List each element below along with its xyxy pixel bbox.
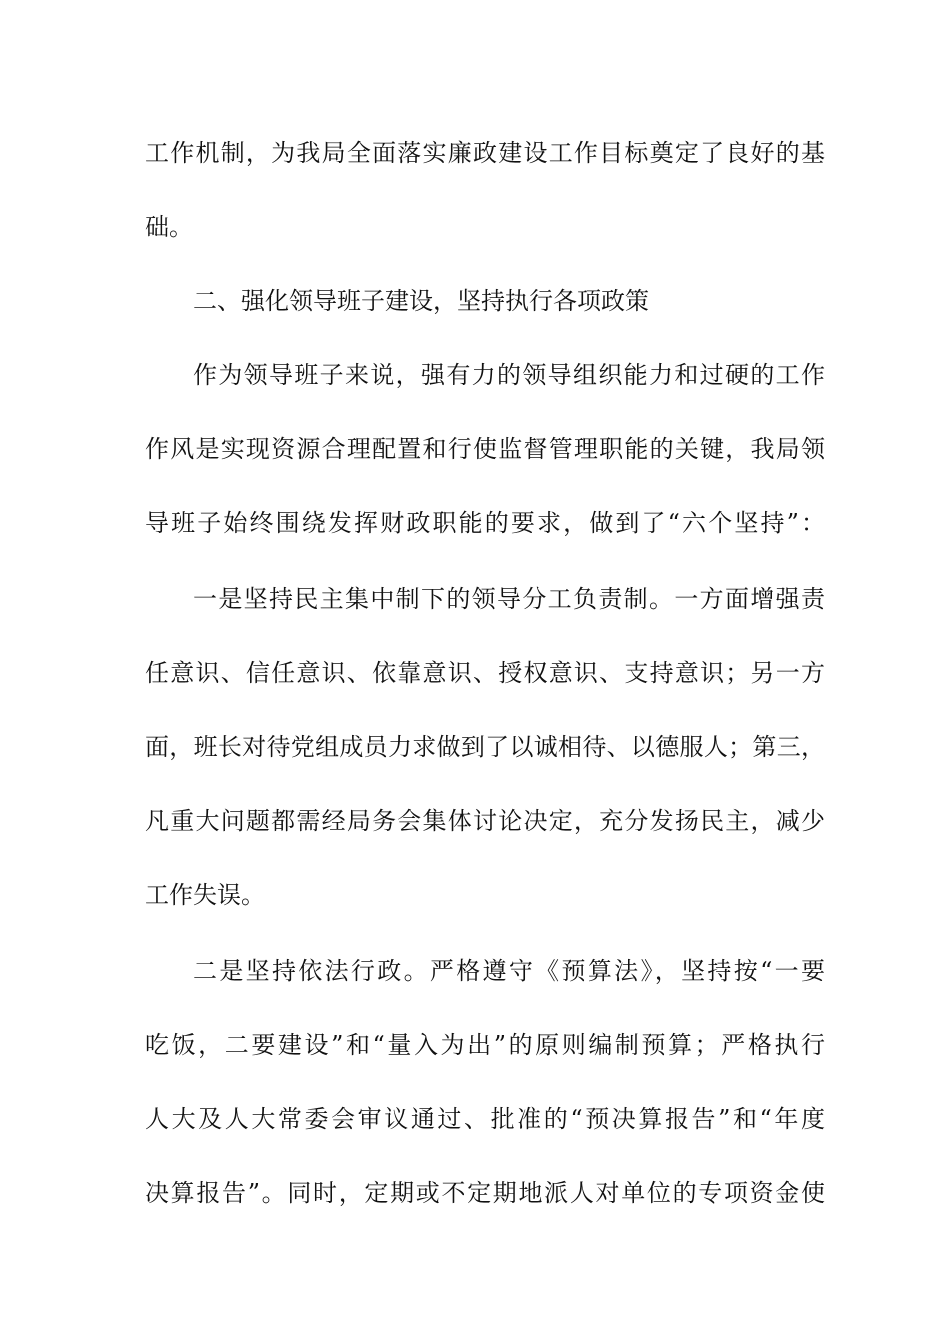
text-line-5: 作风是实现资源合理配置和行使监督管理职能的关键，我局领: [145, 435, 825, 463]
text-line-14: 人大及人大常委会审议通过、批准的“预决算报告”和“年度: [145, 1105, 825, 1133]
text-line-11: 工作失误。: [145, 881, 265, 909]
text-line-1: 工作机制，为我局全面落实廉政建设工作目标奠定了良好的基: [145, 139, 825, 167]
text-line-7: 一是坚持民主集中制下的领导分工负责制。一方面增强责: [193, 585, 825, 613]
text-line-6: 导班子始终围绕发挥财政职能的要求，做到了“六个坚持”：: [145, 509, 825, 537]
text-line-4: 作为领导班子来说，强有力的领导组织能力和过硬的工作: [193, 361, 825, 389]
text-line-15: 决算报告”。同时，定期或不定期地派人对单位的专项资金使: [145, 1179, 825, 1207]
section-heading: 二、强化领导班子建设，坚持执行各项政策: [193, 287, 649, 315]
text-line-13: 吃饭，二要建设”和“量入为出”的原则编制预算；严格执行: [145, 1031, 825, 1059]
text-line-12: 二是坚持依法行政。严格遵守《预算法》，坚持按“一要: [193, 957, 825, 985]
text-line-9: 面，班长对待党组成员力求做到了以诚相待、以德服人；第三，: [145, 733, 825, 761]
text-line-8: 任意识、信任意识、依靠意识、授权意识、支持意识；另一方: [145, 659, 825, 687]
text-line-2: 础。: [145, 213, 193, 241]
text-line-10: 凡重大问题都需经局务会集体讨论决定，充分发扬民主，减少: [145, 807, 825, 835]
